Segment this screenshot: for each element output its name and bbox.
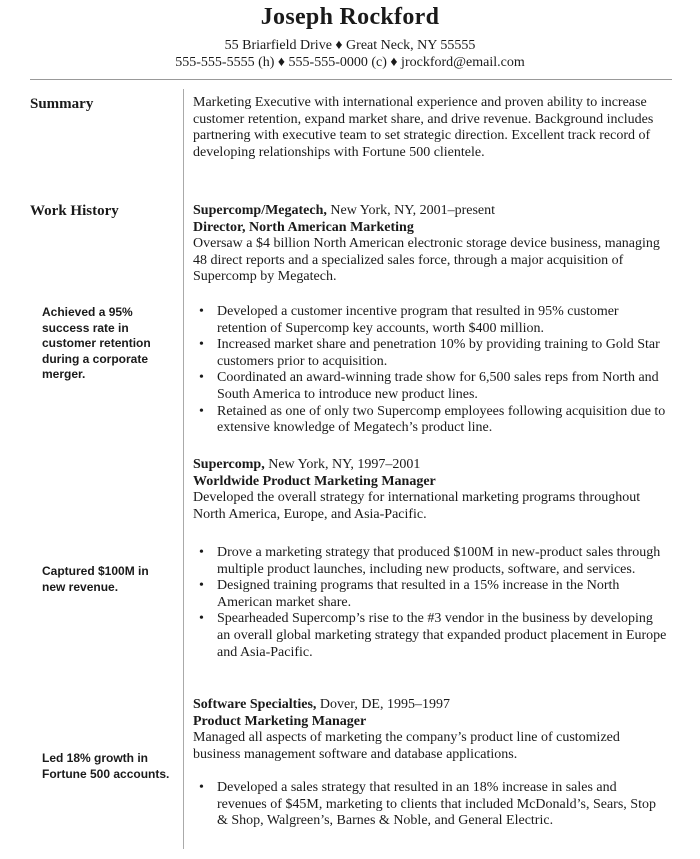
- company-name: Supercomp/Megatech,: [193, 203, 327, 218]
- bullet-item: • Drove a marketing strategy that produced $100M in new-product sales through multiple product launches, including new products, software, and services.: [193, 545, 668, 578]
- job-entry: [193, 203, 668, 286]
- company-name: Supercomp,: [193, 457, 265, 472]
- resume-header: [0, 0, 700, 71]
- job-location-dates: New York, NY, 1997–2001: [264, 457, 421, 472]
- job-heading: [193, 203, 668, 220]
- bullet-item: • Designed training programs that resulted in a 15% increase in the North American market share.: [193, 578, 668, 611]
- job-heading: [193, 457, 668, 474]
- work-history-label: Work History: [30, 203, 119, 219]
- job-bullets: [193, 780, 668, 830]
- bullet-item: • Spearheaded Supercomp’s rise to the #3 vendor in the business by developing an overall global marketing strategy that expanded product placement in Europe and Asia-Pacific.: [193, 611, 668, 661]
- job-description: Oversaw a $4 billion North American electronic storage device business, managing 48 direct reports and a specialized sales force, through a major acquisition of Supercomp by Megatech.: [193, 236, 660, 285]
- job-location-dates: New York, NY, 2001–present: [326, 203, 496, 218]
- bullet-item: • Coordinated an award-winning trade show for 6,500 sales reps from North and South America to introduce new product lines.: [193, 370, 668, 403]
- job-bullets: [193, 545, 668, 661]
- header-divider: [30, 79, 672, 80]
- job-role: Product Marketing Manager: [193, 713, 367, 729]
- job-role: Director, North American Marketing: [193, 219, 414, 235]
- job-bullets: [193, 304, 668, 437]
- job-description: Developed the overall strategy for international marketing programs throughout North America, Europe, and Asia-Pacific.: [193, 490, 641, 522]
- achievement-note: Achieved a 95% success rate in customer retention during a corporate merger.: [42, 305, 151, 381]
- achievement-note: Captured $100M in new revenue.: [42, 564, 149, 594]
- job-entry: [193, 697, 668, 763]
- bullet-item: • Developed a sales strategy that resulted in an 18% increase in sales and revenues of $45M, marketing to clients that included McDonald’s, Sears, Stop & Shop, Walgreen’s, Barnes & Noble, and General Electric.: [193, 780, 668, 830]
- bullet-item: • Increased market share and penetration 10% by providing training to Gold Star customers prior to acquisition.: [193, 337, 668, 370]
- bullet-item: • Developed a customer incentive program that resulted in 95% customer retention of Supercomp key accounts, worth $400 million.: [193, 304, 668, 337]
- summary-label: Summary: [30, 96, 94, 112]
- bullet-item: • Retained as one of only two Supercomp employees following acquisition due to extensive knowledge of Megatech’s product line.: [193, 404, 668, 437]
- column-divider: [183, 89, 184, 849]
- job-entry: [193, 457, 668, 523]
- job-description: Managed all aspects of marketing the company’s product line of customized business management software and database applications.: [193, 730, 620, 762]
- summary-text: Marketing Executive with international experience and proven ability to increase customer retention, expand market share, and drive revenue. Background includes partnering with executive team to set strategic direction. Excellent track record of developing relationships with Fortune 500 clientele.: [193, 95, 654, 160]
- job-heading: [193, 697, 668, 714]
- achievement-note: Led 18% growth in Fortune 500 accounts.: [42, 751, 170, 781]
- candidate-name: Joseph Rockford: [260, 4, 440, 30]
- job-role: Worldwide Product Marketing Manager: [193, 473, 436, 489]
- address-line: 55 Briarfield Drive ♦ Great Neck, NY 55555: [224, 38, 476, 53]
- company-name: Software Specialties,: [193, 697, 317, 712]
- job-location-dates: Dover, DE, 1995–1997: [316, 697, 450, 712]
- contact-line: 555-555-5555 (h) ♦ 555-555-0000 (c) ♦ jrockford@email.com: [175, 55, 525, 70]
